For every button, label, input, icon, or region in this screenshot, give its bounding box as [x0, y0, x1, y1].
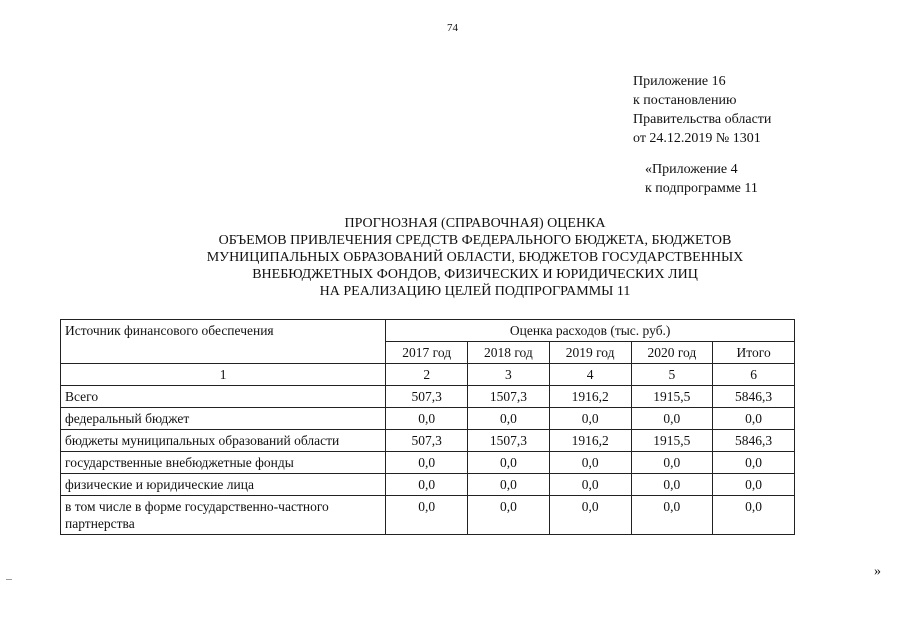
row-value: 0,0: [713, 474, 795, 496]
title-line: МУНИЦИПАЛЬНЫХ ОБРАЗОВАНИЙ ОБЛАСТИ, БЮДЖЕТОВ ГОСУДАРСТВЕННЫХ: [206, 250, 744, 265]
row-value: 0,0: [631, 408, 713, 430]
financing-table: [60, 319, 795, 535]
column-number: 4: [549, 364, 631, 386]
total-header: Итого: [713, 342, 795, 364]
table-row: [61, 452, 795, 474]
row-value: 507,3: [386, 386, 468, 408]
row-value: 0,0: [631, 496, 713, 535]
table-row: [61, 408, 795, 430]
row-value: 1915,5: [631, 386, 713, 408]
row-value: 1916,2: [549, 430, 631, 452]
row-value: 0,0: [386, 474, 468, 496]
row-label: бюджеты муниципальных образований области: [61, 430, 386, 452]
row-value: 1507,3: [468, 386, 550, 408]
row-value: 0,0: [713, 496, 795, 535]
row-value: 1915,5: [631, 430, 713, 452]
row-label: государственные внебюджетные фонды: [61, 452, 386, 474]
year-header: 2018 год: [468, 342, 550, 364]
row-label: Всего: [61, 386, 386, 408]
title-line: ВНЕБЮДЖЕТНЫХ ФОНДОВ, ФИЗИЧЕСКИХ И ЮРИДИЧЕСКИХ ЛИЦ: [252, 267, 698, 282]
year-header: 2017 год: [386, 342, 468, 364]
estimate-header: Оценка расходов (тыс. руб.): [386, 320, 795, 342]
column-number: 6: [713, 364, 795, 386]
row-value: 0,0: [386, 452, 468, 474]
row-value: 0,0: [713, 452, 795, 474]
appendix-line: Правительства области: [633, 112, 772, 127]
appendix-line: от 24.12.2019 № 1301: [633, 131, 761, 146]
row-value: 0,0: [631, 474, 713, 496]
year-header: 2019 год: [549, 342, 631, 364]
row-value: 0,0: [549, 452, 631, 474]
column-number: 3: [468, 364, 550, 386]
row-value: 0,0: [468, 452, 550, 474]
row-value: 507,3: [386, 430, 468, 452]
column-number: 2: [386, 364, 468, 386]
row-label: в том числе в форме государственно-частного партнерства: [61, 496, 386, 535]
row-value: 0,0: [549, 496, 631, 535]
appendix-line: к постановлению: [633, 93, 737, 108]
column-number: 1: [61, 364, 386, 386]
document-title: [60, 215, 890, 300]
title-line: ПРОГНОЗНАЯ (СПРАВОЧНАЯ) ОЦЕНКА: [344, 216, 606, 231]
appendix-line: Приложение 16: [633, 74, 726, 89]
row-value: 0,0: [386, 496, 468, 535]
subprogram-appendix-reference: [645, 160, 758, 198]
table-row: [61, 496, 795, 535]
row-value: 0,0: [549, 408, 631, 430]
title-line: НА РЕАЛИЗАЦИЮ ЦЕЛЕЙ ПОДПРОГРАММЫ 11: [319, 284, 631, 299]
row-value: 1507,3: [468, 430, 550, 452]
appendix-line: к подпрограмме 11: [645, 181, 758, 196]
closing-quote: »: [874, 564, 881, 579]
appendix-reference: [633, 72, 771, 148]
row-value: 1916,2: [549, 386, 631, 408]
row-value: 5846,3: [713, 386, 795, 408]
table-row: [61, 430, 795, 452]
table-row: [61, 386, 795, 408]
row-value: 0,0: [549, 474, 631, 496]
table-row: [61, 474, 795, 496]
row-value: 0,0: [468, 408, 550, 430]
row-value: 0,0: [713, 408, 795, 430]
row-value: 0,0: [468, 496, 550, 535]
row-value: 0,0: [468, 474, 550, 496]
source-header: Источник финансового обеспечения: [61, 320, 386, 364]
row-label: федеральный бюджет: [61, 408, 386, 430]
page-number: 74: [447, 22, 458, 34]
row-value: 5846,3: [713, 430, 795, 452]
title-line: ОБЪЕМОВ ПРИВЛЕЧЕНИЯ СРЕДСТВ ФЕДЕРАЛЬНОГО БЮДЖЕТА, БЮДЖЕТОВ: [218, 233, 732, 248]
row-value: 0,0: [386, 408, 468, 430]
row-label: физические и юридические лица: [61, 474, 386, 496]
year-header: 2020 год: [631, 342, 713, 364]
appendix-line: «Приложение 4: [645, 162, 738, 177]
column-number: 5: [631, 364, 713, 386]
margin-mark: [6, 579, 12, 580]
row-value: 0,0: [631, 452, 713, 474]
